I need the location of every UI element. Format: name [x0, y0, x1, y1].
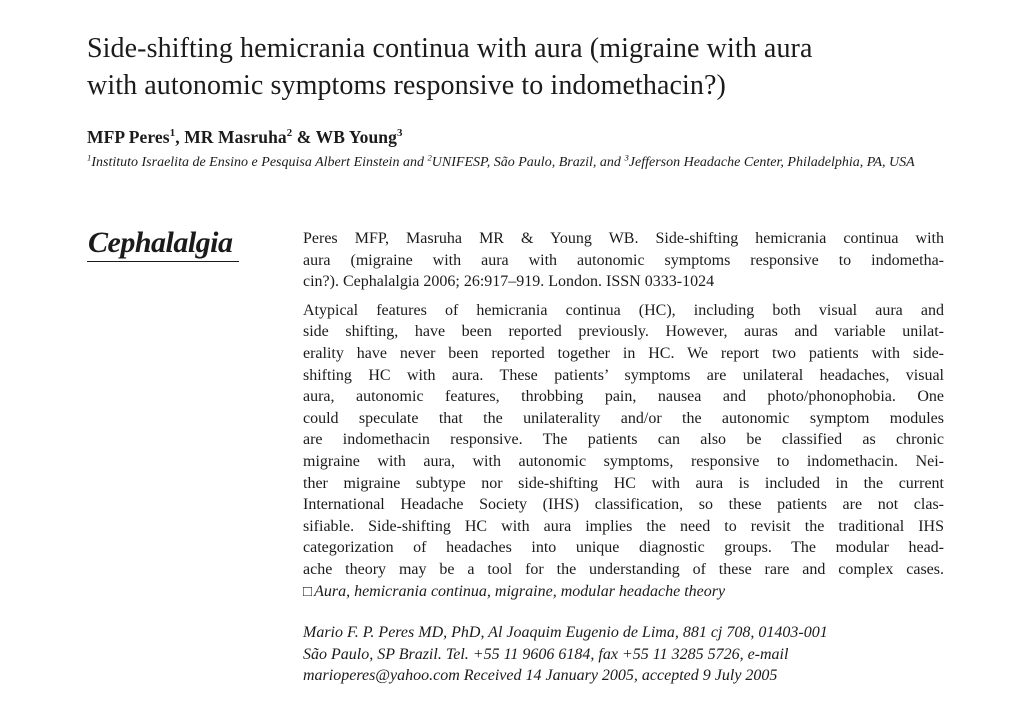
article-title	[87, 30, 967, 104]
keywords-line	[303, 581, 944, 604]
affiliation-superscript: 2	[427, 152, 432, 163]
abstract-line: Atypical features of hemicrania continua (HC), including both visual aura and	[303, 301, 944, 319]
author-affiliation-superscript: 1	[169, 127, 176, 140]
article-title-line: with autonomic symptoms responsive to indomethacin?)	[87, 70, 726, 101]
citation-paragraph	[303, 228, 944, 293]
author-name: MR Masruha$^2$ &	[184, 127, 316, 147]
affiliations-line	[87, 152, 967, 171]
abstract-line: sifiable. Side-shifting HC with aura implies the need to revisit the traditional IHS	[303, 517, 944, 535]
correspondence-block	[303, 622, 944, 687]
keywords-text: Aura, hemicrania continua, migraine, modular headache theory	[314, 582, 726, 600]
author-separator: ,	[175, 127, 185, 147]
affiliation-superscript: 3	[624, 152, 629, 163]
affiliation-segment: $^2$UNIFESP, São Paulo, Brazil, and	[427, 152, 625, 170]
keywords-square-icon: □	[303, 583, 313, 600]
abstract-line: side shifting, have been reported previously. However, auras and variable unilat-	[303, 323, 944, 341]
citation-line: cin?). Cephalalgia 2006; 26:917–919. London. ISSN 0333-1024	[303, 273, 715, 291]
correspondence-line: Mario F. P. Peres MD, PhD, Al Joaquim Eugenio de Lima, 881 cj 708, 01403-001	[303, 624, 828, 642]
abstract-line: are indomethacin responsive. The patients can also be classified as chronic	[303, 431, 944, 449]
abstract-line: categorization of headaches into unique diagnostic groups. The modular head-	[303, 539, 944, 557]
abstract-line: aura, autonomic features, throbbing pain, nausea and photo/phonophobia. One	[303, 388, 944, 406]
abstract-line: could speculate that the unilaterality and/or the autonomic symptom modules	[303, 409, 944, 427]
author-separator: &	[292, 127, 316, 147]
author-affiliation-superscript: 2	[286, 127, 293, 140]
abstract-line: ache theory may be a tool for the understanding of these rare and complex cases.	[303, 560, 944, 578]
article-title-line: Side-shifting hemicrania continua with aura (migraine with aura	[87, 33, 813, 64]
authors-line	[87, 127, 403, 148]
abstract-line: migraine with aura, with autonomic symptoms, responsive to indomethacin. Nei-	[303, 452, 944, 470]
abstract-line: ther migraine subtype nor side-shifting HC with aura is included in the current	[303, 474, 944, 492]
correspondence-line: São Paulo, SP Brazil. Tel. +55 11 9606 6184, fax +55 11 3285 5726, e-mail	[303, 645, 789, 663]
abstract-paragraph	[303, 300, 944, 581]
correspondence-line: marioperes@yahoo.com Received 14 January 2005, accepted 9 July 2005	[303, 667, 778, 685]
journal-logo-text: Cephalalgia	[87, 226, 239, 262]
abstract-line: International Headache Society (IHS) classification, so these patients are not clas-	[303, 496, 944, 514]
author-affiliation-superscript: 3	[397, 127, 403, 140]
author-name: MFP Peres$^1$,	[87, 127, 185, 147]
citation-line: aura (migraine with aura with autonomic symptoms responsive to indometha-	[303, 251, 944, 269]
journal-logo	[87, 226, 239, 262]
abstract-line: shifting HC with aura. These patients’ symptoms are unilateral headaches, visual	[303, 366, 944, 384]
affiliation-segment: $^3$Jefferson Headache Center, Philadelphia, PA, USA	[624, 152, 915, 170]
abstract-line: erality have never been reported together in HC. We report two patients with side-	[303, 344, 944, 362]
citation-line: Peres MFP, Masruha MR & Young WB. Side-shifting hemicrania continua with	[303, 230, 944, 247]
affiliation-superscript: 1	[87, 152, 92, 163]
author-name: WB Young$^3$	[315, 127, 403, 147]
affiliation-segment: $^1$Instituto Israelita de Ensino e Pesquisa Albert Einstein and	[87, 152, 428, 170]
article-summary-column	[303, 228, 944, 687]
